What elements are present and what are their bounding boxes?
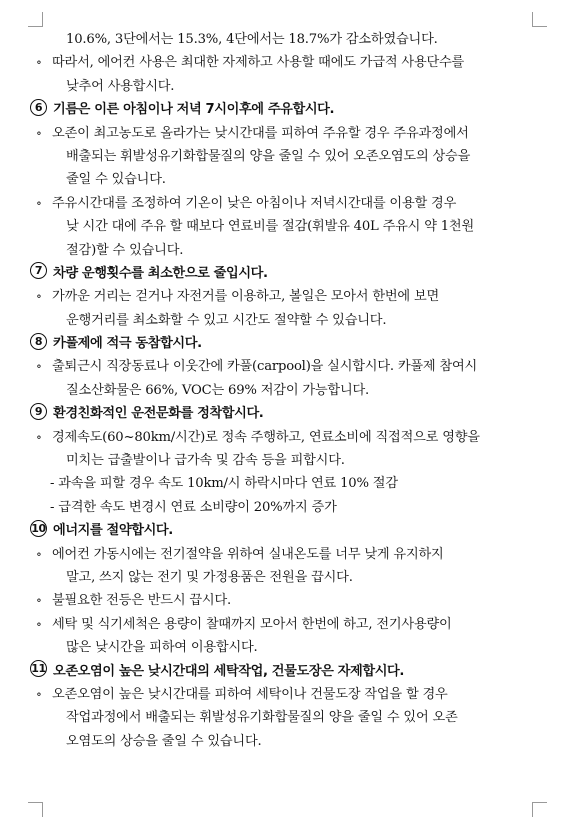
bullet-icon: ∘ <box>36 686 42 701</box>
section-heading-9 <box>30 402 550 425</box>
bullet-item <box>30 285 550 308</box>
text-line: 절감)할 수 있습니다. <box>66 242 184 258</box>
bullet-icon: ∘ <box>36 546 42 561</box>
crop-mark-bottom-right <box>532 802 547 817</box>
bullet-icon: ∘ <box>36 125 42 140</box>
text-line: 출퇴근시 직장동료나 이웃간에 카풀(carpool)을 실시합시다. 카풀제 참여시 <box>52 359 478 375</box>
crop-mark-bottom-left <box>28 802 43 817</box>
bullet-item <box>30 355 550 378</box>
heading-text: 에너지를 절약합시다. <box>53 523 173 539</box>
bullet-item <box>30 122 550 145</box>
bullet-icon: ∘ <box>36 593 42 608</box>
text-line: 운행거리를 최소화할 수 있고 시간도 절약할 수 있습니다. <box>66 312 387 328</box>
crop-mark-top-left <box>28 12 43 27</box>
bullet-item <box>30 613 550 636</box>
circled-number: 11 <box>31 662 46 676</box>
circled-number: 6 <box>30 99 47 116</box>
text-line: 낮추어 사용합시다. <box>66 78 175 94</box>
bullet-item <box>30 51 550 74</box>
heading-text: 차량 운행횟수를 최소한으로 줄입시다. <box>53 265 268 281</box>
text-line: 배출되는 휘발성유기화합물질의 양을 줄일 수 있어 오존오염도의 상승을 <box>66 148 471 164</box>
text-line: 질소산화물은 66%, VOC는 69% 저감이 가능합니다. <box>66 382 370 398</box>
heading-text: 카풀제에 적극 동참합시다. <box>53 336 202 352</box>
text-line: 말고, 쓰지 않는 전기 및 가정용품은 전원을 끕시다. <box>66 569 353 585</box>
section-heading-10 <box>30 519 550 542</box>
text-line: 많은 낮시간을 피하여 이용합시다. <box>66 640 258 656</box>
circled-number: 10 <box>31 521 46 535</box>
bullet-icon: ∘ <box>36 429 42 444</box>
bullet-item <box>30 589 550 612</box>
text-line: 작업과정에서 배출되는 휘발성유기화합물질의 양을 줄일 수 있어 오존 <box>66 710 458 726</box>
bullet-item <box>30 543 550 566</box>
text-line: 에어컨 가동시에는 전기절약을 위하여 실내온도를 너무 낮게 유지하지 <box>52 546 444 562</box>
section-heading-11 <box>30 660 550 683</box>
bullet-icon: ∘ <box>36 289 42 304</box>
document-body <box>30 28 550 753</box>
section-heading-7 <box>30 262 550 285</box>
bullet-icon: ∘ <box>36 195 42 210</box>
text-line: 가까운 거리는 걷거나 자전거를 이용하고, 볼일은 모아서 한번에 보면 <box>52 289 440 305</box>
circled-number: 8 <box>30 333 47 350</box>
section-heading-6 <box>30 98 550 121</box>
text-line: 낮 시간 대에 주유 할 때보다 연료비를 절감(휘발유 40L 주유시 약 1천원 <box>66 219 474 235</box>
circled-number: 9 <box>30 403 47 420</box>
circled-number: 7 <box>30 262 47 279</box>
heading-text: 오존오염이 높은 낮시간대의 세탁작업, 건물도장은 자제합시다. <box>53 663 404 679</box>
heading-text: 환경친화적인 운전문화를 정착합시다. <box>53 406 264 422</box>
dash-item: - 과속을 피할 경우 속도 10km/시 하락시마다 연료 10% 절감 <box>50 476 398 492</box>
bullet-item <box>30 683 550 706</box>
bullet-icon: ∘ <box>36 359 42 374</box>
text-line: 10.6%, 3단에서는 15.3%, 4단에서는 18.7%가 감소하였습니다. <box>66 32 438 47</box>
bullet-icon: ∘ <box>36 55 42 70</box>
text-line: 경제속도(60~80km/시간)로 정속 주행하고, 연료소비에 직접적으로 영향을 <box>52 429 480 445</box>
text-line: 줄일 수 있습니다. <box>66 172 166 188</box>
heading-text: 기름은 이른 아침이나 저녁 7시이후에 주유합시다. <box>53 102 335 118</box>
text-line: 불필요한 전등은 반드시 끕시다. <box>52 593 231 609</box>
bullet-item <box>30 192 550 215</box>
section-heading-8 <box>30 332 550 355</box>
bullet-item <box>30 426 550 449</box>
text-line: 주유시간대를 조정하여 기온이 낮은 아침이나 저녁시간대를 이용할 경우 <box>52 195 457 211</box>
text-line: 오염도의 상승을 줄일 수 있습니다. <box>66 733 262 749</box>
text-line: 세탁 및 식기세척은 용량이 찰때까지 모아서 한번에 하고, 전기사용량이 <box>52 616 452 632</box>
text-line: 오존오염이 높은 낮시간대를 피하여 세탁이나 건물도장 작업을 할 경우 <box>52 686 448 702</box>
dash-item: - 급격한 속도 변경시 연료 소비량이 20%까지 증가 <box>50 499 337 515</box>
text-line: 미치는 급출발이나 급가속 및 감속 등을 피합시다. <box>66 453 345 469</box>
text-line: 따라서, 에어컨 사용은 최대한 자제하고 사용할 때에도 가급적 사용단수를 <box>52 55 465 71</box>
crop-mark-top-right <box>532 12 547 27</box>
bullet-icon: ∘ <box>36 616 42 631</box>
text-line: 오존이 최고농도로 올라가는 낮시간대를 피하여 주유할 경우 주유과정에서 <box>52 125 469 141</box>
